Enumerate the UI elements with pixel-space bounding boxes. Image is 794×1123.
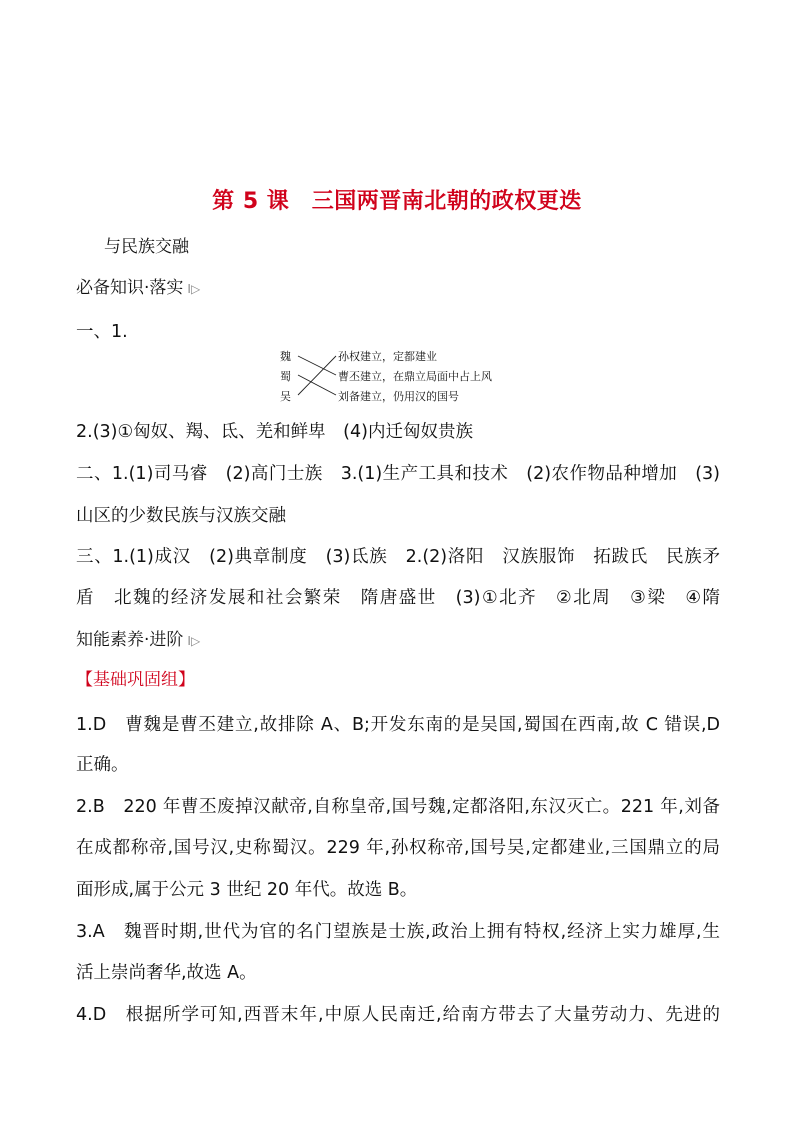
matching-left-item: 吴 bbox=[280, 390, 291, 403]
answer-line: 三、1.(1)成汉 (2)典章制度 (3)氐族 2.(2)洛阳 汉族服饰 拓跋氏 民族矛 bbox=[76, 547, 720, 567]
arrow-icon: I▷ bbox=[187, 634, 201, 648]
answer-line: 1.D 曹魏是曹丕建立,故排除 A、B;开发东南的是吴国,蜀国在西南,故 C 错误,D bbox=[76, 715, 720, 735]
answer-line: 4.D 根据所学可知,西晋末年,中原人民南迁,给南方带去了大量劳动力、先进的 bbox=[76, 1005, 720, 1025]
matching-right-item: 曹丕建立，在鼎立局面中占上风 bbox=[338, 370, 492, 383]
answer-line: 在成都称帝,国号汉,史称蜀汉。229 年,孙权称帝,国号吴,定都建业,三国鼎立的局 bbox=[76, 838, 720, 858]
match-line-wei bbox=[298, 356, 336, 375]
matching-right-item: 孙权建立，定都建业 bbox=[338, 350, 437, 363]
section-heading-knowledge bbox=[76, 273, 200, 298]
part-one-label: 一、1. bbox=[76, 322, 128, 342]
matching-left-item: 魏 bbox=[280, 350, 291, 363]
answer-line: 活上崇尚奢华,故选 A。 bbox=[76, 963, 257, 983]
lesson-subtitle: 与民族交融 bbox=[104, 237, 189, 257]
matching-right-item: 刘备建立，仍用汉的国号 bbox=[338, 390, 459, 403]
arrow-icon: I▷ bbox=[187, 282, 201, 296]
section-heading-text: 知能素养·进阶 bbox=[76, 630, 184, 650]
section-heading-advance bbox=[76, 625, 200, 650]
answer-line: 3.A 魏晋时期,世代为官的名门望族是士族,政治上拥有特权,经济上实力雄厚,生 bbox=[76, 922, 720, 942]
group-label: 【基础巩固组】 bbox=[76, 670, 195, 690]
lesson-title: 第 5 课 三国两晋南北朝的政权更迭 bbox=[212, 189, 582, 214]
matching-lines bbox=[296, 342, 340, 404]
matching-diagram bbox=[280, 342, 540, 404]
answer-line: 面形成,属于公元 3 世纪 20 年代。故选 B。 bbox=[76, 880, 418, 900]
answer-line: 2.(3)①匈奴、羯、氐、羌和鲜卑 (4)内迁匈奴贵族 bbox=[76, 422, 473, 442]
answer-line: 2.B 220 年曹丕废掉汉献帝,自称皇帝,国号魏,定都洛阳,东汉灭亡。221 年,刘备 bbox=[76, 797, 720, 817]
answer-line: 二、1.(1)司马睿 (2)高门士族 3.(1)生产工具和技术 (2)农作物品种增加 (3) bbox=[76, 464, 720, 484]
answer-line: 正确。 bbox=[76, 755, 129, 775]
answer-line: 盾 北魏的经济发展和社会繁荣 隋唐盛世 (3)①北齐 ②北周 ③梁 ④隋 bbox=[76, 588, 720, 608]
matching-left-item: 蜀 bbox=[280, 370, 291, 383]
match-line-shu bbox=[298, 375, 336, 395]
match-line-wu bbox=[298, 356, 336, 395]
answer-line: 山区的少数民族与汉族交融 bbox=[76, 506, 286, 526]
section-heading-text: 必备知识·落实 bbox=[76, 278, 184, 298]
